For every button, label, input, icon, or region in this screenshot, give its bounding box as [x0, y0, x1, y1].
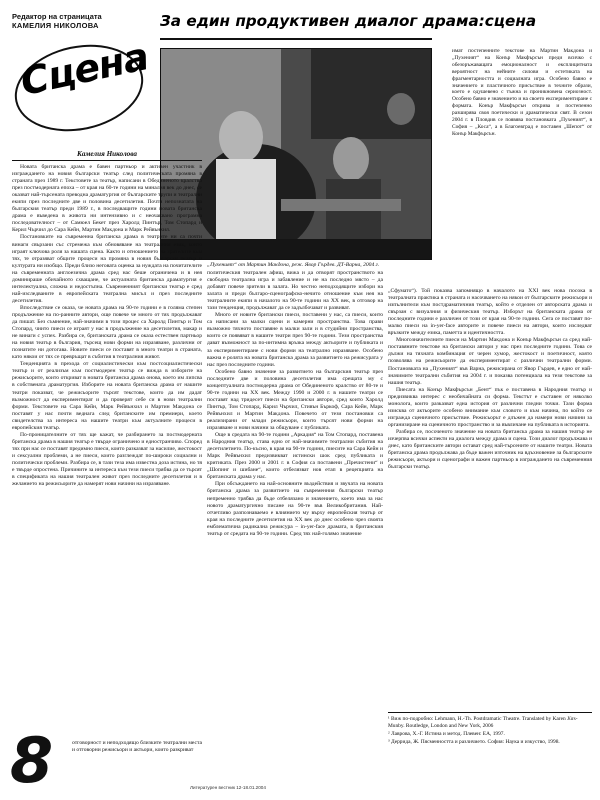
print-info: Литературен вестник 12-18.01.2004 [190, 785, 266, 790]
headline-rule [160, 38, 432, 40]
paragraph: Впоследствие се оказа, че новата драма на 90-те години е в голяма степен продължение на по-ранните автори, още повече че много от тях продължават да пишат. Без съмнение, най-значими в този процес са Харолд Пинтър и Том Стопард, чиито пиеси се играят у нас в продължение на десетилетия, макар и не винаги с успех. Разбира се, британската драма се оказа естествен партньор на новия театър в българия, търсещ нови форми на изразяване, различни от познатите ни дотогава. Новите пиеси се поставят в много театри в страната, като някои от тях се превръщат в събития в театралния живот. [12, 304, 202, 361]
editor-name: КАМЕЛИЯ НИКОЛОВА [12, 21, 99, 31]
page-editor-credit [12, 12, 152, 31]
footnote: ¹ Виж по-подробно: Lehmann, H.-Th. Postdramatic Theatre. Translated by Karen Jürs-Munby. Routledge, London and New York, 2006 [388, 716, 578, 729]
section-logo [8, 34, 153, 143]
paragraph: Тенденцията в прехода от социалистически към постсоциалистически театър и от реализъм към постмодерен театър се вижда в изборите на режисьорите, които откриват в новата британска драма онова, което им липсва в собствената драматургия. Изборите на новата британска драма от нашите театри показват, че режисьорите търсят текстове, които да им дадат възможност да експериментират и да проверят себе си в нови театрални форми. Текстовете на Сара Кейн, Марк Рейвънхил и Мартин Макдона се поставят у нас почти веднага след британските им премиери, което свидетелства за интереса на нашите театри към актуалните процеси в европейския театър. [12, 361, 202, 431]
left-column [12, 164, 202, 770]
right-top-column [452, 48, 592, 288]
section-logo-text: Сцена [16, 34, 152, 104]
left-column-end: отговорност и неподходящо близките театрални места и отговорни режисьори и актьори, които разкриват [72, 740, 202, 754]
page-number: 8 [10, 724, 54, 797]
paragraph: Много от новите британски пиеси, поставени у нас, са пиеси, които са написани за малки сцени и камерни пространства. Това прави възможно тяхното поставяне в малки зали и в студийни пространства, които се появяват в нашите театри през 90-те години. Тези пространства дават възможност за по-интимна връзка между актьорите и публиката и за експериментиране с нови форми на театрално изразяване. Особено важна е ролята на новата британска драма за развитието на режисурата у нас през последните години. [207, 312, 383, 368]
paragraph: Новата британска драма е бавен партньор и активен участник в изграждането на новия български театър след политическата промяна в страната през 1989 г. Текстовете за театър, написани в Обединеното кралство през постмодерната епоха – от края на 60-те години на миналия век до днес, се оказват най-търсената преводна драматургия от българските трупи и театрални екипи през последните две и половина десетилетия. Почти непознатата на българския театър преди 1989 г., в последващите години новата британска драма е въведена в живота ни интензивно и с неочаквано програмна последователност – от Самюел Бекет през Харолд Пинтър, Том Стопард и Керил Чърчил до Сара Кейн, Мартин Макдона и Марк Рейвънхил. [12, 164, 202, 234]
paragraph: Разбира се, посоченото значение на новата британска драма за нашия театър не изчерпва всички аспекти на диалога между драма и сцена. Този диалог продължава и днес, като британските автори остават сред най-търсените от нашите театри. Новата британска драма продължава да бъде важен източник на вдъхновение за българските режисьори, актьори и сценографи и важен партньор в изграждането на съвременния български театър. [388, 428, 592, 471]
footnote: ² Лаврова, Х.-Г. Истина и метод. Плевен: ЕА, 1997. [388, 730, 505, 737]
editor-label: Редактор на страницата [12, 12, 102, 21]
paragraph: „Сфумато“). Той показва запомнящо в началото на XXI век нова посока в театралната практика в страната и насочването на някои от българските режисьори и изпълнители към постдраматичния театър, който е отделен от авторската драма и свързан с визуалния и физическия театър. Изборът на британската драма от последните години е различен от този от края на 90-те години. Сега се поставят по-малко пиеси на in-yer-face авторите и повече пиеси на автори, които изследват връзките между езика, паметта и идентичността. [388, 288, 592, 337]
photo-caption: „Пухеният“ от Мартин Макдона, реж. Явор Гърдев. ДТ-Варна, 2004 г. [207, 262, 380, 268]
article-author: Камелия Николова [77, 150, 137, 158]
right-column [388, 288, 592, 710]
article-headline: За един продуктивен диалог драма:сцена [160, 12, 537, 30]
paragraph: Пиесата на Конър Макфърсън „Бент“ пък е поставена в Народния театър и предизвиква интерес с необичайната си форма. Текстът е съставен от няколко монолога, които разказват една история от различни гледни точки. Тази форма изисква от актьорите особено внимание към словото и към начина, по който се изгражда сценичното присъствие. Режисьорът е длъжен да намери нови начини за организиране на сценичното пространство и за въвличане на публиката в историята. [388, 386, 592, 428]
footnotes [388, 712, 592, 747]
author-rule [12, 160, 202, 161]
paragraph: Особено бавно значение за развитието на българския театър през последните две и половина десетилетия има срещата му с концептуалната постмодерна драма от Обединеното кралство от 80-те и 90-те години на XX век. Между 1990 и 2000 г. в нашите театри се поставят над тридесет пиеси на британски автори, сред които Харолд Пинтър, Том Стопард, Карил Чърчил, Стивън Бъркоф, Сара Кейн, Марк Рейвънхил и Мартин Макдона. Повечето от тези постановки са реализирани от млади режисьори, които търсят нови форми на изразяване и нови начини за общуване с публиката. [207, 368, 383, 432]
paragraph: Още в средата на 90-те години „Аркадия“ на Том Стопард, поставена в Народния театър, става едно от най-значимите театрални събития на десетилетието. По-късно, в края на 90-те години, пиесите на Сара Кейн и Марк Рейвънхил предизвикват истински шок сред публиката и критиката. През 2000 и 2001 г. в София са поставени „Пречистени“ и „Шопинг и шибане“, които отбелязват нов етап в рецепцията на британската драма у нас. [207, 432, 383, 481]
paragraph: имат постепенните текстове на Мартин Макдона и „Пухеният“ на Конър Макфърсън преди всичко с обезоръжаващата емоционалност и експлицитната вероятност на нейните силови и естетиката на фрагментарността и социалната игра. Особено бавно е значението и пластичното присъствие в техните образи, което е одушевено с тъжна и проникновена сериозност. Особено бавно е значението и на своето експериментиране с формата. Конър Макфърсън открива и постепенно разширява своя поетически и драматически свят. В сезон 2004 г. в Пловдив се появява постановката „Пухеният“, в София – „Коса“, а в Благоевград е поставен „Шепот“ от Конър Макфърсън. [452, 48, 592, 137]
paragraph: политическия театрален афиш, вижа и да отворят пространството на свободна театрална игра и забавление и не на последно място – да добавят повече зрители в залата. Но честно неподходящите избори на залата и преди българо-сценографско-нечито отношение към нея на театралните екипи в началото на 90-те години на XX век, в отговор на тази тенденция, продължават да се задълбочават и развиват. [207, 270, 383, 312]
middle-column [207, 270, 383, 790]
footnote: ³ Деррида, Ж. Пясменността и различието. София: Наука и изкуство, 1998. [388, 738, 560, 745]
paragraph: По-проницателните от тях ще кажат, че разбирането за постмодерната британска драма в нашия театър е твърде ограничено и едностранчиво. Според тях при нас се поставят предимно пиеси, които разказват за насилие, жестокост и сексуални проблеми, а не пиеси, които разглеждат по-широки социални и политически проблеми. Разбира се, в тази теза има известна доза истина, но тя е твърде опростена. Причините за интереса към тези пиеси трябва да се търсят в спецификата на нашия театрален живот през последните десетилетия и в желанието на режисьорите да намерят нови начини на изразяване. [12, 431, 202, 488]
paragraph: Многозначителните пиеси на Мартин Макдона и Конър Макфърсън са сред най-поставяните текстове на британски автори у нас през последните години. Това се дължи на тяхната комбинация от черен хумор, жестокост и поетичност, която позволява на режисьорите да експериментират с различни театрални форми. Постановката на „Пухеният“ във Варна, режисирана от Явор Гърдев, е едно от най-значимите театрални събития на 2004 г. и показва потенциала на тези текстове за нашия театър. [388, 337, 592, 386]
paragraph: При обсъждането на най-основните въздействия и звучата на новата британска драма за развитието на съвременния български театър непременно трябва да бъде отбелязано и значението, което има за нас новото драматургично писане на 90-те във Великобритания. Най-отчетливо разпознаваемо е влиянието му върху европейския театър от края на последните десетилетия на XX век до днес особено чрез своята емблематична радикална режисура – in-yer-face драмата, в британския театър от средата на 90-те години. Сред тях най-голямо значение [207, 481, 383, 537]
paragraph: Постановките на съвременна британска драма в театрите ни са почти винаги свързани със стремежа към обновяване на театралния език, които играят ключова роля за нашата сцена. Както и отношението на зрителите към тях, те отразяват общите процеси на промяна в новия български театър и културата ни изобщо. Преди близо неговата оценка за нуждата на почитателите на съвременната англоезична драма сред нас беше ограничена и в нея доминираше обичайното схващане, че актуалната британска драматургия е интелектуална, сложна и недостъпна. Съвременният британски театър е сред най-изследваните в европейската театрална мисъл и през последните десетилетия. [12, 234, 202, 304]
